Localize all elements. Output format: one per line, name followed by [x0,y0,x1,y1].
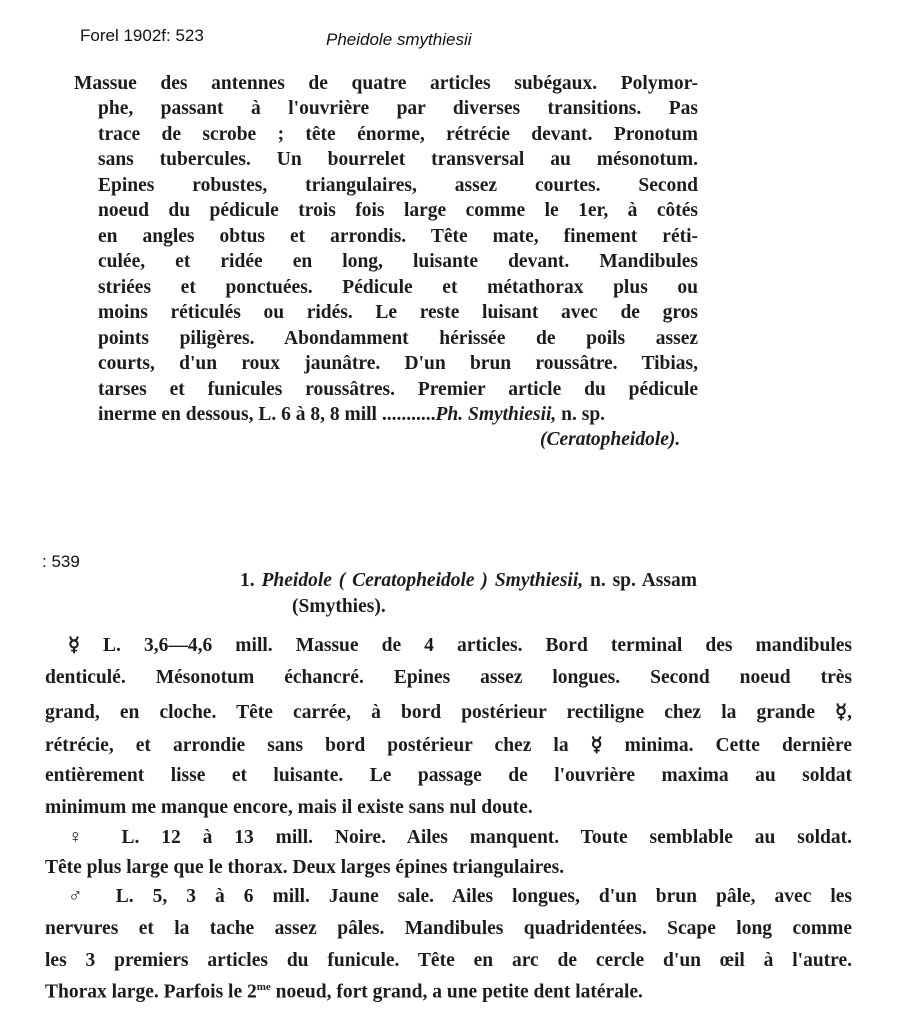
text-line: grand, en cloche. Tête carrée, à bord postérieur rectiligne chez la grande ☿, [45,702,852,723]
male-symbol: ♂ [68,886,97,907]
species-name: Ph. Smythiesii, [435,404,557,425]
text-line: en angles obtus et arrondis. Tête mate, finement réti- [98,226,698,247]
header-species: Pheidole smythiesii [326,30,472,49]
text-line [98,404,605,426]
text-line: courts, d'un roux jaunâtre. D'un brun roussâtre. Tibias, [98,353,698,374]
text-line: striées et ponctuées. Pédicule et métathorax plus ou [98,277,698,298]
subgenus-name: ( Ceratopheidole ) [338,570,488,591]
worker-symbol: ☿ [68,635,80,656]
species-title [240,570,697,592]
text-span: L. 12 à 13 mill. Noire. Ailes manquent. Toute semblable au soldat. [99,827,852,848]
genus-name: Pheidole [261,570,332,591]
text-line: denticulé. Mésonotum échancré. Epines assez longues. Second noeud très [45,667,852,688]
subgenus-label: (Ceratopheidole). [540,429,681,450]
text-span: n. sp. [556,404,606,425]
text-line: points piligères. Abondamment hérissée de poils assez [98,328,698,349]
text-line [45,981,643,1004]
text-line [68,886,852,908]
text-block-539 [0,540,900,1016]
text-span: L. 5, 3 à 6 mill. Jaune sale. Ailes longues, d'un brun pâle, avec les [96,886,853,907]
text-span: L. 3,6—4,6 mill. Massue de 4 articles. Bord terminal des mandibules [79,635,852,656]
text-span: noeud, fort grand, a une petite dent latérale. [270,981,643,1003]
text-line: les 3 premiers articles du funicule. Tête en arc de cercle d'un œil à l'autre. [45,950,852,971]
text-line: Epines robustes, triangulaires, assez courtes. Second [98,175,698,196]
text-line [68,827,852,849]
text-line: noeud du pédicule trois fois large comme le 1er, à côtés [98,200,698,221]
text-line: tarses et funicules roussâtres. Premier article du pédicule [98,379,698,400]
text-line: phe, passant à l'ouvrière par diverses transitions. Pas [98,98,698,119]
text-line: Tête plus large que le thorax. Deux larges épines triangulaires. [45,857,565,878]
page-reference: : 539 [42,552,80,571]
text-line: Massue des antennes de quatre articles subégaux. Polymor- [74,73,698,94]
text-line: entièrement lisse et luisante. Le passage de l'ouvrière maxima au soldat [45,765,852,786]
text-line: culée, et ridée en long, luisante devant. Mandibules [98,251,698,272]
text-span: inerme en dessous, L. 6 à 8, 8 mill ........... [98,404,436,425]
title-rest: n. sp. Assam [590,570,697,591]
text-line: moins réticulés ou ridés. Le reste luisant avec de gros [98,302,698,323]
collector: (Smythies). [292,596,386,617]
text-line: trace de scrobe ; tête énorme, rétrécie devant. Pronotum [98,124,698,145]
text-line: rétrécie, et arrondie sans bord postérieur chez la ☿ minima. Cette dernière [45,735,852,756]
female-symbol: ♀ [68,827,100,848]
superscript: me [256,981,271,993]
text-line: sans tubercules. Un bourrelet transversal au mésonotum. [98,149,698,170]
species-name: Smythiesii, [494,570,584,591]
header-citation: Forel 1902f: 523 [80,26,204,45]
entry-number: 1. [240,570,255,591]
text-line: nervures et la tache assez pâles. Mandibules quadridentées. Scape long comme [45,918,852,939]
text-span: Thorax large. Parfois le 2 [45,981,257,1003]
text-line [68,633,852,657]
text-line: minimum me manque encore, mais il existe sans nul doute. [45,797,533,818]
